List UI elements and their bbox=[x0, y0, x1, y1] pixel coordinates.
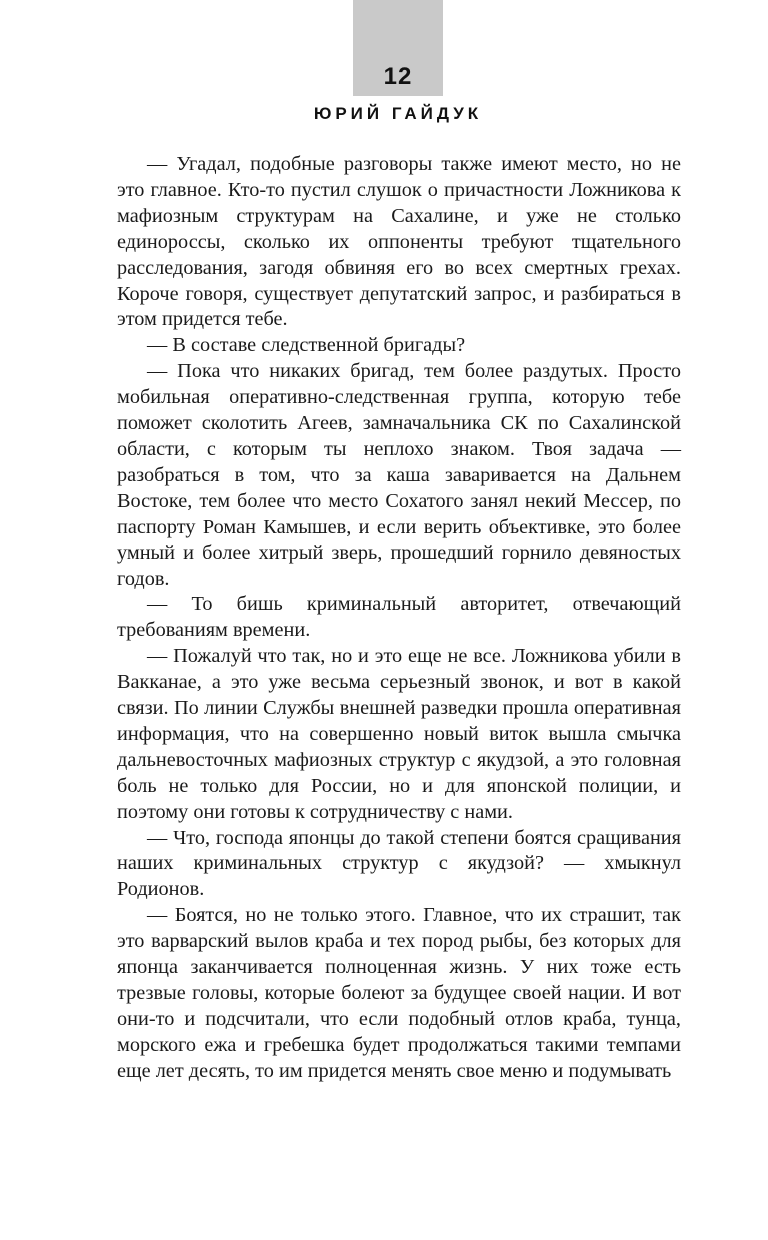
paragraph: — Пожалуй что так, но и это еще не все. Ложникова убили в Вакканае, а это уже весьма серьезный звонок, и вот в какой связи. По линии Службы внешней разведки прошла оперативная информация, что на совершенно новый виток вышла смычка дальневосточных мафиозных структур с якудзой, а это головная боль не только для России, но и для японской полиции, и поэтому они готовы к сотрудничеству с нами. bbox=[117, 645, 681, 823]
running-head: ЮРИЙ ГАЙДУК bbox=[313, 104, 483, 123]
paragraph: — Пока что никаких бригад, тем более раздутых. Просто мобильная оперативно-следственная группа, которую тебе поможет сколотить Агеев, замначальника СК по Сахалинской области, с которым ты неплохо знаком. Твоя задача — разобраться в том, что за каша заваривается на Дальнем Востоке, тем более что место Сохатого занял некий Мессер, по паспорту Роман Камышев, и если верить объективке, это более умный и более хитрый зверь, прошедший горнило девяностых годов. bbox=[117, 360, 681, 590]
page-number: 12 bbox=[383, 63, 413, 90]
paragraph: — То бишь криминальный авторитет, отвечающий требованиям времени. bbox=[117, 593, 681, 642]
paragraph: — Угадал, подобные разговоры также имеют место, но не это главное. Кто-то пустил слушок о причастности Ложникова к мафиозным структурам на Сахалине, и уже не столько единороссы, сколько их оппоненты требуют тщательного расследования, загодя обвиняя его во всех смертных грехах. Короче говоря, существует депутатский запрос, и разбираться в этом придется тебе. bbox=[117, 153, 681, 331]
paragraph: — В составе следственной бригады? bbox=[147, 334, 466, 357]
paragraph: — Боятся, но не только этого. Главное, что их страшит, так это варварский вылов краба и тех пород рыбы, без которых для японца заканчивается полноценная жизнь. У них тоже есть трезвые головы, которые болеют за будущее своей нации. И вот они-то и подсчитали, что если подобный отлов краба, тунца, морского ежа и гребешка будет продолжаться такими темпами еще лет десять, то им придется менять свое меню и подумывать bbox=[117, 904, 681, 1082]
paragraph: — Что, господа японцы до такой степени боятся сращивания наших криминальных структур с якудзой? — хмыкнул Родионов. bbox=[117, 826, 681, 901]
body-text bbox=[117, 152, 681, 1085]
